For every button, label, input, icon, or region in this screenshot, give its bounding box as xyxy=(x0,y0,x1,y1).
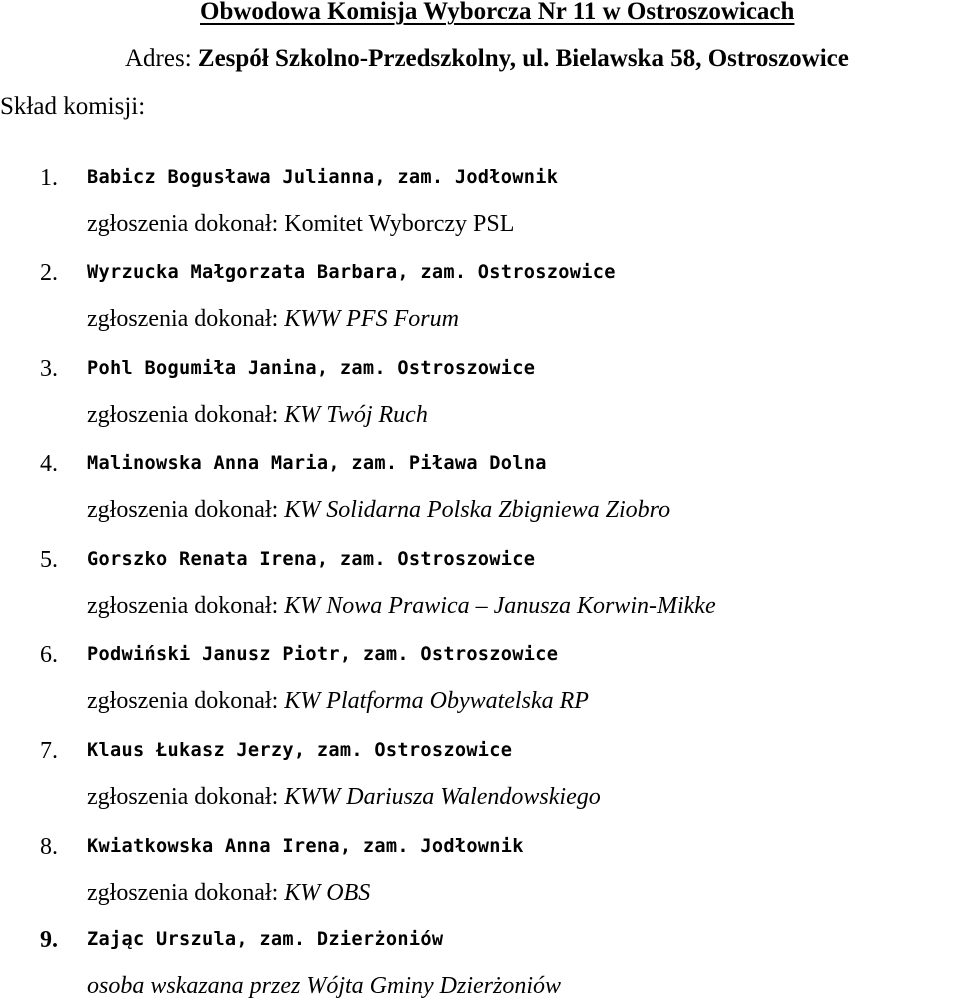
member-name: Wyrzucka Małgorzata Barbara, zam. Ostroszowice xyxy=(87,262,616,283)
member-name: Malinowska Anna Maria, zam. Piława Dolna xyxy=(87,453,547,474)
nominated-by-value: KWW PFS Forum xyxy=(284,306,459,332)
nominated-by-value: Komitet Wyborczy PSL xyxy=(284,211,515,237)
nominated-by-label: zgłoszenia dokonał: xyxy=(87,211,279,237)
member-number: 6. xyxy=(40,642,58,668)
member-name: Gorszko Renata Irena, zam. Ostroszowice xyxy=(87,549,536,570)
nominated-by-value: KW Nowa Prawica – Janusza Korwin-Mikke xyxy=(284,593,716,619)
member-name: Kwiatkowska Anna Irena, zam. Jodłownik xyxy=(87,836,524,857)
nominated-by-label: zgłoszenia dokonał: xyxy=(87,593,279,619)
member-number: 1. xyxy=(40,165,58,191)
member-number: 5. xyxy=(40,547,58,573)
address-value: Zespół Szkolno-Przedszkolny, ul. Bielawska 58, Ostroszowice xyxy=(197,45,849,72)
nominated-by-value: KW OBS xyxy=(284,880,371,906)
nominated-by-label: zgłoszenia dokonał: xyxy=(87,688,279,714)
nominated-by-value: osoba wskazana przez Wójta Gminy Dzierżoniów xyxy=(87,973,562,999)
member-name: Klaus Łukasz Jerzy, zam. Ostroszowice xyxy=(87,740,513,761)
nominated-by-label: zgłoszenia dokonał: xyxy=(87,497,279,523)
nominated-by-value: KW Solidarna Polska Zbigniewa Ziobro xyxy=(284,497,671,523)
nominated-by-value: KW Platforma Obywatelska RP xyxy=(284,688,589,714)
document-title: Obwodowa Komisja Wyborcza Nr 11 w Ostroszowicach xyxy=(200,0,795,25)
member-number: 8. xyxy=(40,834,58,860)
nominated-by-label: zgłoszenia dokonał: xyxy=(87,306,279,332)
composition-heading: Skład komisji: xyxy=(0,93,146,120)
member-name: Podwiński Janusz Piotr, zam. Ostroszowice xyxy=(87,644,559,665)
member-number: 2. xyxy=(40,260,58,286)
member-number: 7. xyxy=(40,738,58,764)
member-name: Zając Urszula, zam. Dzierżoniów xyxy=(87,929,444,950)
member-number: 4. xyxy=(40,451,58,477)
nominated-by-value: KW Twój Ruch xyxy=(284,402,428,428)
nominated-by-label: zgłoszenia dokonał: xyxy=(87,880,279,906)
nominated-by-value: KWW Dariusza Walendowskiego xyxy=(284,784,601,810)
member-name: Babicz Bogusława Julianna, zam. Jodłownik xyxy=(87,167,559,188)
member-number: 9. xyxy=(40,927,58,953)
nominated-by-label: zgłoszenia dokonał: xyxy=(87,402,279,428)
address-label: Adres: xyxy=(125,45,192,72)
member-number: 3. xyxy=(40,356,58,382)
nominated-by-label: zgłoszenia dokonał: xyxy=(87,784,279,810)
member-name: Pohl Bogumiła Janina, zam. Ostroszowice xyxy=(87,358,536,379)
